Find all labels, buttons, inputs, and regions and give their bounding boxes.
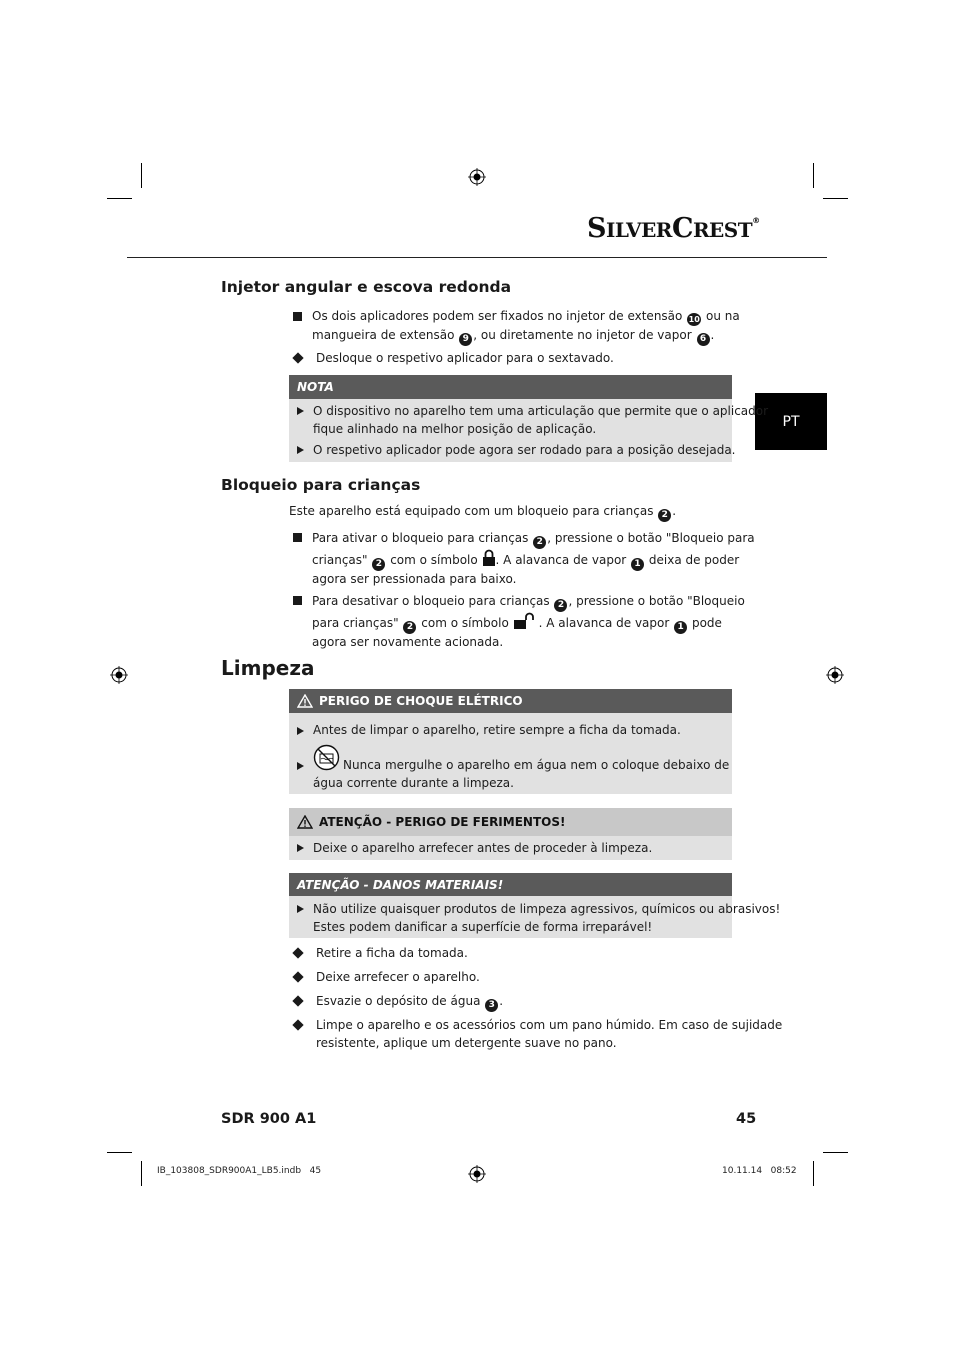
diamond-bullet — [292, 995, 303, 1006]
registration-mark-icon — [110, 666, 128, 684]
crop-mark — [813, 1161, 814, 1186]
diamond-bullet — [292, 947, 303, 958]
crop-mark — [141, 1161, 142, 1186]
step-wipe-clean: Limpe o aparelho e os acessórios com um pano húmido. Em caso de sujidade resistente, aplique um detergente suave no pano. — [316, 1018, 783, 1050]
crop-mark — [107, 198, 132, 199]
step-slide-applicator: Desloque o respetivo aplicador para o sextavado. — [316, 351, 614, 365]
arrow-bullet — [297, 905, 304, 913]
lock-open-icon — [513, 612, 539, 630]
square-bullet — [293, 533, 302, 542]
crop-mark — [813, 163, 814, 188]
crop-mark — [107, 1152, 132, 1153]
crop-mark — [823, 198, 848, 199]
step-empty-tank: Esvazie o depósito de água 3 . — [316, 994, 504, 1010]
arrow-bullet — [297, 727, 304, 735]
danger-item-no-immersion: Nunca mergulhe o aparelho em água nem o coloque debaixo de água corrente durante a limpeza. — [313, 758, 730, 790]
note-item-articulation: O dispositivo no aparelho tem uma articulação que permite que o aplicador fique alinhado na melhor posição de aplicação. — [313, 404, 769, 436]
warning-triangle-icon — [297, 815, 313, 829]
danger-item-unplug: Antes de limpar o aparelho, retire sempre a ficha da tomada. — [313, 723, 681, 737]
section-title-child-lock: Bloqueio para crianças — [221, 476, 421, 494]
diamond-bullet — [292, 971, 303, 982]
print-slug-file: IB_103808_SDR900A1_LB5.indb 45 — [157, 1166, 322, 1176]
diamond-bullet — [292, 1019, 303, 1030]
damage-item-no-abrasives: Não utilize quaisquer produtos de limpeza agressivos, químicos ou abrasivos! Estes podem danificar a superfície de forma irreparável! — [313, 902, 781, 934]
square-bullet — [293, 312, 302, 321]
bullet-attach-applicators: Os dois aplicadores podem ser fixados no injetor de extensão 10 ou na mangueira de extensão 9 , ou diretamente no injetor de vapor 6 . — [312, 309, 740, 344]
registration-mark-icon — [468, 1165, 486, 1183]
injury-item-cool-down: Deixe o aparelho arrefecer antes de proceder à limpeza. — [313, 841, 653, 855]
footer-page-number: 45 — [736, 1111, 757, 1127]
print-slug-date: 10.11.14 08:52 — [722, 1166, 797, 1176]
arrow-bullet — [297, 407, 304, 415]
language-tab: PT — [755, 393, 827, 450]
crop-mark — [141, 163, 142, 188]
note-box-title: NOTA — [289, 375, 732, 399]
note-item-rotate: O respetivo aplicador pode agora ser rodado para a posição desejada. — [313, 443, 736, 457]
arrow-bullet — [297, 446, 304, 454]
step-unplug: Retire a ficha da tomada. — [316, 946, 468, 960]
arrow-bullet — [297, 762, 304, 770]
arrow-bullet — [297, 844, 304, 852]
bullet-activate-lock: Para ativar o bloqueio para crianças 2 , pressione o botão "Bloqueio para crianças" 2 com o símbolo . A alavanca de vapor 1 deixa de poder agora ser pressionada para baixo. — [312, 531, 755, 586]
brand-logo: SILVERCREST® — [587, 213, 760, 244]
diamond-bullet — [292, 352, 303, 363]
header-rule — [127, 257, 827, 258]
square-bullet — [293, 596, 302, 605]
step-cool-down: Deixe arrefecer o aparelho. — [316, 970, 480, 984]
damage-box-title: ATENÇÃO - DANOS MATERIAIS! — [289, 873, 732, 896]
section-title-angular-injector: Injetor angular e escova redonda — [221, 278, 512, 296]
section-title-cleaning: Limpeza — [221, 656, 315, 680]
registration-mark-icon — [826, 666, 844, 684]
bullet-deactivate-lock: Para desativar o bloqueio para crianças 2 , pressione o botão "Bloqueio para crianças" 2 com o símbolo . A alavanca de vapor 1 pode agora ser novamente acionada. — [312, 594, 745, 649]
crop-mark — [823, 1152, 848, 1153]
injury-box-title: ATENÇÃO - PERIGO DE FERIMENTOS! — [289, 808, 732, 836]
registration-mark-icon — [468, 168, 486, 186]
lock-closed-icon — [482, 549, 496, 567]
footer-model-number: SDR 900 A1 — [221, 1111, 317, 1127]
danger-box-title: PERIGO DE CHOQUE ELÉTRICO — [289, 689, 732, 713]
warning-triangle-icon — [297, 694, 313, 708]
child-lock-intro: Este aparelho está equipado com um bloqueio para crianças 2 . — [289, 504, 677, 520]
